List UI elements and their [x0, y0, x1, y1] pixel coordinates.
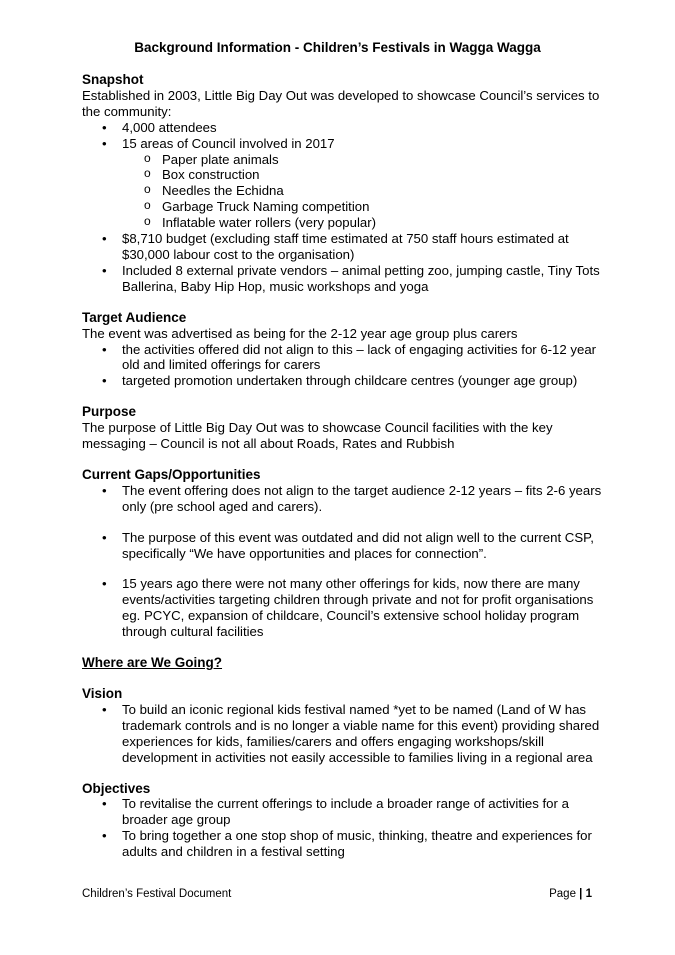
- page-number: 1: [585, 888, 592, 900]
- target-audience-heading: Target Audience: [82, 309, 187, 325]
- sub-list-item: o Inflatable water rollers (very popular): [82, 215, 602, 231]
- purpose-section: [82, 404, 602, 452]
- purpose-text: The purpose of Little Big Day Out was to showcase Council facilities with the key messaging – Council is not all about Roads, Rates and Rubbish: [82, 420, 553, 452]
- objectives-list: [82, 796, 602, 860]
- list-item: • To bring together a one stop shop of music, thinking, theatre and experiences for adults and children in a festival setting: [82, 828, 602, 860]
- list-item: • To build an iconic regional kids festival named *yet to be named (Land of W has trademark controls and is no longer a viable name for this event) providing shared experiences for kids, families/carers and offers engaging workshops/skill development in activities not easily accessible to families living in a regional area: [82, 702, 602, 766]
- gaps-heading: Current Gaps/Opportunities: [82, 466, 261, 482]
- list-item: • the activities offered did not align to this – lack of engaging activities for 6-12 year old and limited offerings for carers: [82, 342, 602, 374]
- vision-heading: Vision: [82, 686, 123, 701]
- vision-list: [82, 702, 602, 766]
- snapshot-list: [82, 120, 602, 295]
- page-title: Background Information - Children’s Festivals in Wagga Wagga: [134, 40, 541, 55]
- sub-list-item: o Garbage Truck Naming competition: [82, 199, 602, 215]
- list-item: • 15 areas of Council involved in 2017: [82, 136, 602, 152]
- target-audience-intro: The event was advertised as being for the 2-12 year age group plus carers: [82, 325, 518, 341]
- purpose-heading: Purpose: [82, 404, 137, 420]
- list-item: • targeted promotion undertaken through childcare centres (younger age group): [82, 373, 602, 389]
- page-label: Page: [549, 888, 576, 900]
- snapshot-intro: Established in 2003, Little Big Day Out was developed to showcase Council’s services to the community:: [82, 87, 600, 119]
- footer-page-number: [549, 887, 592, 903]
- list-item: • To revitalise the current offerings to include a broader range of activities for a broader age group: [82, 796, 602, 828]
- sub-list-item: o Needles the Echidna: [82, 183, 602, 199]
- page-separator: |: [579, 888, 583, 900]
- document-body: [82, 72, 602, 875]
- objectives-section: [82, 781, 602, 861]
- target-audience-list: [82, 342, 602, 390]
- gaps-list: [82, 483, 602, 640]
- where-going-heading: Where are We Going?: [82, 655, 223, 671]
- target-audience-section: [82, 310, 602, 390]
- snapshot-section: [82, 72, 602, 295]
- list-item: • The purpose of this event was outdated and did not align well to the current CSP, specifically “We have opportunities and places for connection”.: [82, 530, 602, 562]
- sub-list-item: o Box construction: [82, 167, 602, 183]
- list-item: • The event offering does not align to the target audience 2-12 years – fits 2-6 years only (pre school aged and carers).: [82, 483, 602, 515]
- list-item: • 15 years ago there were not many other offerings for kids, now there are many events/activities targeting children through private and not for profit organisations eg. PCYC, expansion of childcare, Council’s extensive school holiday program through cultural facilities: [82, 576, 602, 640]
- footer-document-name: Children’s Festival Document: [82, 888, 232, 900]
- snapshot-heading: Snapshot: [82, 72, 144, 87]
- vision-section: [82, 686, 602, 766]
- list-item: • $8,710 budget (excluding staff time estimated at 750 staff hours estimated at $30,000 labour cost to the organisation): [82, 231, 602, 263]
- list-item: • 4,000 attendees: [82, 120, 602, 136]
- objectives-heading: Objectives: [82, 780, 151, 796]
- list-item: • Included 8 external private vendors – animal petting zoo, jumping castle, Tiny Tots Ballerina, Baby Hip Hop, music workshops and yoga: [82, 263, 602, 295]
- sub-list-item: o Paper plate animals: [82, 152, 602, 168]
- gaps-section: [82, 467, 602, 640]
- where-going-section: [82, 655, 602, 671]
